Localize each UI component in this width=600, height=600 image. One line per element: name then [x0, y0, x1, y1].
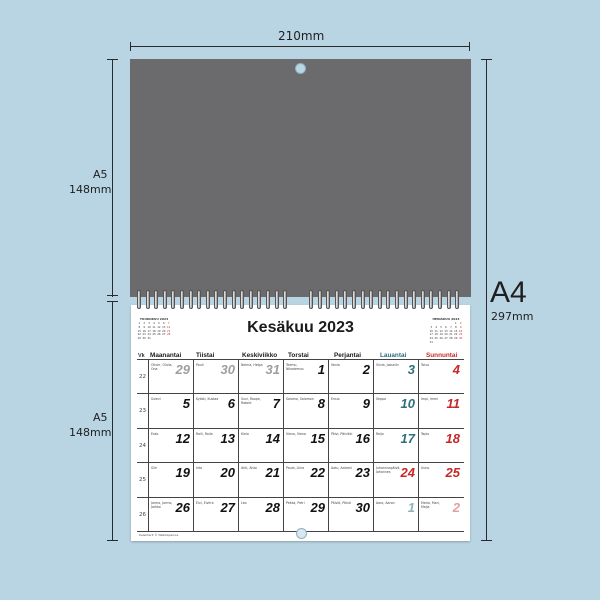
name-day-text: Into — [196, 466, 203, 471]
binding-ring — [223, 290, 227, 309]
day-cell — [418, 360, 463, 393]
day-number: 5 — [182, 396, 190, 412]
binding-ring — [326, 290, 330, 309]
name-day-text: Aatu, Aatami — [331, 466, 352, 471]
day-cell — [238, 498, 283, 531]
binding-ring — [197, 290, 201, 309]
mini-day: 4 — [153, 322, 155, 325]
binding-ring — [455, 290, 459, 309]
mini-day — [449, 341, 454, 345]
mini-day: 21 — [167, 329, 171, 333]
day-number: 15 — [310, 430, 325, 446]
mini-day: 23 — [142, 333, 146, 337]
week-row — [137, 462, 464, 496]
day-number: 24 — [400, 465, 415, 481]
mini-day: 24 — [429, 337, 433, 341]
weekday-header-row — [137, 348, 464, 359]
mini-day: 27 — [444, 337, 448, 341]
mini-day: 13 — [444, 329, 448, 333]
day-number: 25 — [445, 465, 460, 481]
a5-bottom-dimension-line — [112, 301, 113, 541]
mini-day: 26 — [439, 337, 443, 341]
day-number: 11 — [446, 396, 460, 412]
name-day-text: Seppo — [376, 397, 386, 402]
binding-ring — [163, 290, 167, 309]
mini-day: 17 — [147, 329, 151, 333]
mini-day: 31 — [429, 340, 433, 344]
day-cell — [373, 360, 418, 393]
day-number: 27 — [220, 499, 235, 515]
mini-day: 2 — [459, 322, 462, 325]
week-rows — [137, 359, 464, 532]
weekday-header: Maanantai — [150, 352, 182, 359]
mini-day — [157, 337, 162, 341]
day-number: 26 — [175, 499, 190, 515]
name-day-text: Vieno, Viena — [286, 431, 306, 436]
calendar-sheet — [131, 305, 470, 541]
day-cell — [148, 394, 193, 427]
mini-day: 28 — [167, 333, 171, 337]
binding-ring — [378, 290, 382, 309]
binding-ring — [369, 290, 373, 309]
day-cell — [283, 463, 328, 496]
mini-day: 27 — [162, 333, 166, 337]
day-cell — [328, 429, 373, 462]
mini-day: 9 — [459, 325, 462, 329]
spiral-binding — [133, 290, 469, 310]
name-day-text: Leo — [241, 500, 247, 505]
mini-day: 19 — [157, 329, 161, 333]
mini-day: 5 — [158, 322, 160, 325]
name-day-text: Juhannuspäivä, Johannes — [376, 466, 401, 475]
mini-day: 11 — [152, 325, 156, 329]
mini-day: 31 — [147, 337, 151, 341]
day-number: 1 — [407, 499, 415, 515]
day-number: 6 — [227, 396, 235, 412]
a5-top-break-tick-1 — [107, 295, 118, 296]
day-number: 30 — [355, 499, 370, 515]
binding-ring — [283, 290, 287, 309]
day-number: 17 — [400, 430, 415, 446]
mini-day: 3 — [148, 322, 150, 325]
mini-day: 18 — [152, 329, 156, 333]
day-cell — [328, 360, 373, 393]
mini-day: 30 — [459, 337, 463, 341]
day-cell — [193, 498, 238, 531]
weekday-header: Torstai — [288, 352, 309, 359]
day-number: 18 — [445, 430, 460, 446]
mini-day: 12 — [439, 329, 443, 333]
weekday-header-sunday: Sunnuntai — [426, 352, 458, 359]
day-number: 21 — [265, 465, 280, 481]
week-number: 22 — [139, 374, 146, 380]
week-number: 26 — [139, 511, 146, 518]
binding-ring — [275, 290, 279, 309]
mini-calendar-prev-title: TOUKOKUU 2023 — [139, 317, 169, 321]
binding-ring — [429, 290, 433, 309]
binding-ring — [361, 290, 365, 309]
binding-ring — [171, 290, 175, 309]
day-cell — [328, 394, 373, 427]
mini-day — [444, 341, 449, 345]
width-dimension-tick-left — [130, 42, 131, 51]
mini-day: 7 — [167, 322, 170, 325]
mini-day: 28 — [449, 337, 453, 341]
name-day-text: Tapio — [421, 431, 430, 436]
mini-day — [458, 341, 463, 345]
binding-ring — [266, 290, 270, 309]
mini-day: 29 — [137, 337, 141, 341]
day-number: 14 — [265, 430, 280, 446]
day-number: 12 — [175, 430, 190, 446]
binding-ring — [309, 290, 313, 309]
weekday-header-saturday: Lauantai — [380, 352, 407, 359]
name-day-text: Teemu, Nikodemus — [286, 363, 304, 371]
width-dimension-tick-right — [469, 42, 470, 51]
mini-day: 3 — [430, 325, 433, 329]
name-day-text: Toivo — [421, 363, 430, 367]
binding-ring — [180, 290, 184, 309]
mini-day: 12 — [157, 325, 161, 329]
name-day-text: Maria, Mari, Maija — [421, 500, 440, 509]
binding-ring — [249, 290, 253, 309]
binding-ring — [257, 290, 261, 309]
name-day-text: Kielo — [241, 431, 249, 436]
day-cell — [193, 394, 238, 427]
day-cell — [328, 498, 373, 531]
day-number: 2 — [362, 362, 370, 377]
name-day-text: Paula, Liina — [286, 466, 305, 471]
mini-day: 5 — [440, 325, 442, 329]
day-number: 20 — [220, 465, 235, 481]
mini-calendar-next — [429, 317, 463, 347]
binding-ring — [352, 290, 356, 309]
binding-ring — [404, 290, 408, 309]
hanging-hole — [295, 63, 306, 74]
day-cell — [418, 498, 463, 531]
a5-top-dimension-line — [112, 59, 113, 297]
mini-day: 15 — [137, 329, 141, 333]
mini-day: 13 — [162, 325, 166, 329]
name-day-text: Sulevi — [151, 397, 161, 402]
day-cell — [148, 498, 193, 531]
week-row — [137, 428, 464, 462]
day-number: 10 — [400, 396, 415, 412]
day-cell — [328, 463, 373, 496]
a5-top-name: A5 — [93, 168, 108, 181]
binding-ring — [137, 290, 141, 309]
a5-bottom-name: A5 — [93, 411, 108, 424]
a4-bottom-tick — [481, 540, 492, 541]
name-day-text: Päiviö, Päivö — [331, 500, 351, 505]
day-number: 28 — [265, 499, 280, 515]
day-cell — [418, 429, 463, 462]
day-cell — [283, 394, 328, 427]
day-cell — [373, 429, 418, 462]
binding-ring — [146, 290, 150, 309]
mini-calendar-next-grid — [429, 322, 463, 344]
name-day-text: Päivi, Päivikki — [331, 431, 353, 436]
day-cell — [373, 394, 418, 427]
binding-ring — [206, 290, 210, 309]
mini-day: 10 — [147, 325, 151, 329]
week-number: 25 — [139, 477, 146, 484]
binding-ring — [343, 290, 347, 309]
binding-ring — [335, 290, 339, 309]
name-day-text: Uuno — [421, 466, 430, 471]
binding-ring — [189, 290, 193, 309]
binding-ring — [318, 290, 322, 309]
name-day-text: Elvi, Elviira — [196, 500, 214, 505]
a5-bottom-tick — [107, 540, 118, 541]
day-number: 13 — [220, 430, 235, 446]
name-day-text: Kyösti, Kustaa — [196, 397, 219, 402]
mini-day: 8 — [454, 325, 457, 329]
week-row — [137, 359, 464, 393]
a4-name: A4 — [490, 276, 527, 309]
mini-day: 1 — [454, 322, 457, 325]
week-number-header: Vk — [138, 353, 145, 359]
mini-day: 6 — [445, 325, 447, 329]
name-day-text: Jorma, Jarmo, Jarkko — [151, 500, 173, 509]
name-day-text: Reijo — [376, 431, 384, 436]
day-number: 19 — [175, 465, 190, 481]
binding-ring — [386, 290, 390, 309]
weekday-header: Tiistai — [196, 352, 215, 359]
name-day-text: Aaro, Aaron — [376, 500, 395, 505]
day-cell — [418, 394, 463, 427]
mini-day: 8 — [138, 325, 141, 329]
day-cell — [238, 429, 283, 462]
mini-calendar-prev-grid — [137, 322, 171, 341]
binding-ring — [421, 290, 425, 309]
mini-day: 24 — [147, 333, 151, 337]
day-cell — [373, 498, 418, 531]
name-day-text: Esko — [151, 431, 159, 436]
week-row — [137, 393, 464, 427]
day-cell — [373, 463, 418, 496]
name-day-text: Salomo, Salomon — [286, 397, 314, 402]
weekday-header: Perjantai — [334, 352, 361, 359]
bottom-hanging-hole — [296, 528, 307, 539]
mini-day: 17 — [429, 333, 433, 337]
mini-day: 2 — [143, 322, 146, 325]
mini-day: 30 — [142, 337, 146, 341]
day-cell — [283, 498, 328, 531]
name-day-text: Raili, Raila — [196, 431, 213, 436]
mini-day: 19 — [439, 333, 443, 337]
day-number: 23 — [355, 465, 370, 481]
binding-ring — [438, 290, 442, 309]
binding-ring — [232, 290, 236, 309]
day-cell — [238, 360, 283, 393]
day-cell — [193, 429, 238, 462]
name-day-text: Ensio — [331, 397, 340, 402]
mini-day: 11 — [434, 329, 438, 333]
width-dimension-line — [130, 46, 470, 47]
day-cell — [148, 429, 193, 462]
day-cell — [193, 360, 238, 393]
day-number: 2 — [452, 499, 460, 515]
mini-day: 25 — [434, 337, 438, 341]
day-cell — [238, 394, 283, 427]
name-day-text: Suvi, Roope, Robert — [241, 397, 261, 406]
name-day-text: Oliver, Olivia, Ona — [151, 363, 173, 371]
day-cell — [148, 360, 193, 393]
mini-day: 26 — [157, 333, 161, 337]
day-cell — [148, 463, 193, 496]
month-grid — [137, 348, 464, 532]
week-row — [137, 497, 464, 532]
mini-day: 20 — [162, 329, 166, 333]
day-cell — [283, 360, 328, 393]
week-number: 24 — [139, 442, 146, 449]
day-number: 4 — [452, 362, 460, 377]
binding-ring — [412, 290, 416, 309]
mini-day: 22 — [454, 333, 458, 337]
mini-day: 22 — [137, 333, 141, 337]
mini-calendar-next-title: HEINÄKUU 2023 — [432, 317, 460, 321]
binding-ring — [447, 290, 451, 309]
mini-day: 23 — [459, 333, 463, 337]
mini-calendar-prev — [137, 317, 171, 347]
binding-ring — [214, 290, 218, 309]
mini-day: 9 — [143, 325, 146, 329]
binding-ring — [240, 290, 244, 309]
day-cell — [418, 463, 463, 496]
weekday-header: Keskiviikko — [242, 352, 278, 359]
day-cell — [283, 429, 328, 462]
a4-top-tick — [481, 59, 492, 60]
day-number: 3 — [407, 362, 415, 377]
a5-bottom-size: 148mm — [69, 426, 112, 439]
mini-day: 16 — [459, 329, 463, 333]
a5-top-size: 148mm — [69, 183, 112, 196]
day-number: 16 — [355, 430, 370, 446]
a5-top-tick — [107, 59, 118, 60]
day-number: 8 — [317, 396, 325, 412]
mini-day: 21 — [449, 333, 453, 337]
binding-ring — [395, 290, 399, 309]
mini-day — [434, 341, 439, 345]
mini-day — [161, 337, 166, 341]
name-day-text: Venla — [331, 363, 340, 367]
footer-credit: Kalenterit © Näköispainos — [139, 533, 179, 537]
mini-day: 1 — [138, 322, 141, 325]
mini-day: 15 — [454, 329, 458, 333]
mini-day: 18 — [434, 333, 438, 337]
day-cell — [193, 463, 238, 496]
mini-day: 14 — [167, 325, 171, 329]
month-title: Kesäkuu 2023 — [247, 319, 354, 336]
name-day-text: Pekka, Petri — [286, 500, 305, 505]
mini-day: 10 — [429, 329, 433, 333]
mini-day: 20 — [444, 333, 448, 337]
mini-day — [152, 337, 157, 341]
a4-dimension-line — [486, 59, 487, 541]
day-number: 9 — [362, 396, 370, 412]
mini-day — [453, 341, 458, 345]
day-number: 22 — [310, 465, 325, 481]
name-day-text: Nelma, Helga — [241, 363, 263, 367]
mini-day: 6 — [162, 322, 165, 325]
mini-day: 14 — [449, 329, 453, 333]
mini-day: 4 — [435, 325, 438, 329]
mini-day: 16 — [142, 329, 146, 333]
name-day-text: Ahti, Ahto — [241, 466, 257, 471]
day-number: 1 — [317, 362, 325, 377]
day-number: 31 — [265, 362, 280, 377]
mini-day: 25 — [152, 333, 156, 337]
calendar-photo-page — [130, 59, 471, 297]
day-number: 30 — [220, 362, 235, 377]
mini-day: 7 — [450, 325, 452, 329]
mini-day — [166, 337, 171, 341]
name-day-text: Pauli — [196, 363, 204, 367]
name-day-text: Viivia, Josselin — [376, 363, 399, 367]
day-number: 7 — [272, 396, 280, 412]
day-number: 29 — [175, 362, 190, 377]
a4-size: 297mm — [491, 310, 534, 323]
day-cell — [238, 463, 283, 496]
width-dimension-label: 210mm — [278, 29, 325, 43]
mini-day: 29 — [454, 337, 458, 341]
binding-ring — [154, 290, 158, 309]
day-number: 29 — [310, 499, 325, 515]
name-day-text: Siiri — [151, 466, 157, 471]
name-day-text: Impi, Immi — [421, 397, 439, 402]
week-number: 23 — [139, 408, 146, 415]
mini-day — [439, 341, 444, 345]
